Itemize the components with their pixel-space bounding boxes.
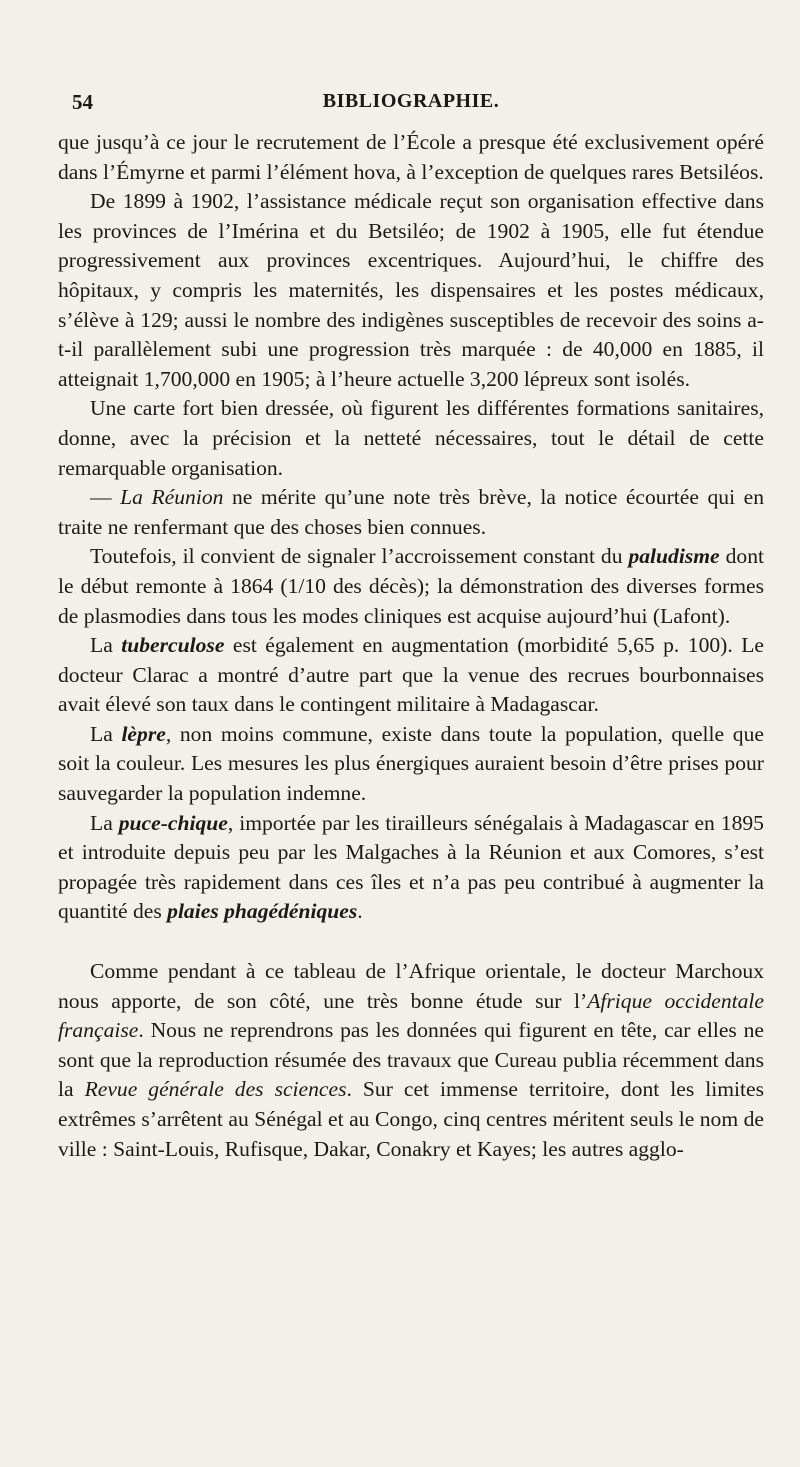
text-run: dont le début remonte à 1864 (1/10 des décès); la démonstration des diverses formes de plasmodies dans tous les modes cliniques est acquise aujourd’hui (Lafont). xyxy=(58,544,764,628)
page-number: 54 xyxy=(72,90,93,114)
paragraph-tuberculose xyxy=(58,631,764,720)
paragraph-assistance-medicale xyxy=(58,187,764,394)
book-page xyxy=(58,84,764,1454)
text-run: est également en augmentation (morbidité 5,65 p. 100). Le docteur Clarac a montré d’autre part que la venue des recrues bourbonnaises avait élevé son taux dans le contingent militaire à Madagascar. xyxy=(58,633,764,717)
italic-term: puce-chique xyxy=(118,810,228,835)
text-run: Comme pendant à ce tableau de l’Afrique orientale, le docteur Marchoux nous apporte, de son côté, une très bonne étude sur l’ xyxy=(58,959,764,1013)
text-run: . Sur cet immense territoire, dont les limites extrêmes s’arrêtent au Sénégal et au Congo, cinq centres méritent seuls le nom de ville : Saint-Louis, Rufisque, Dakar, Conakry et Kayes; les autres agglo- xyxy=(58,1077,764,1161)
text-run: Toutefois, il convient de signaler l’accroissement constant du xyxy=(90,544,629,569)
paragraph-paludisme xyxy=(58,542,764,631)
text-run: que jusqu’à ce jour le recrutement de l’École a presque été exclusivement opéré dans l’Émyrne et parmi l’élément hova, à l’exception de quelques rares Betsiléos. xyxy=(58,130,764,184)
text-run: ne mérite qu’une note très brève, la notice écourtée qui en traite ne renfermant que des choses bien connues. xyxy=(58,485,765,539)
page-header xyxy=(58,84,764,124)
text-run: , non moins commune, existe dans toute la population, quelle que soit la couleur. Les mesures les plus énergiques auraient besoin d’être prises pour sauvegarder la population indemne. xyxy=(58,721,764,806)
paragraph-carte xyxy=(58,394,764,483)
italic-term: Revue générale des sciences xyxy=(84,1077,347,1102)
running-title: BIBLIOGRAPHIE. xyxy=(322,90,500,112)
text-run: La xyxy=(90,810,119,835)
text-run: Une carte fort bien dressée, où figurent les différentes formations sanitaires, donne, avec la précision et la netteté nécessaires, tout le détail de cette remarquable organisation. xyxy=(58,396,764,480)
italic-term: tuberculose xyxy=(121,633,225,658)
paragraph-puce-chique xyxy=(58,809,764,927)
paragraph-lepre xyxy=(58,720,764,809)
paragraph-ecole xyxy=(58,128,764,187)
text-run: . Nous ne reprendrons pas les données qui figurent en tête, car elles ne sont que la reproduction résumée des travaux que Cureau publia récemment dans la xyxy=(58,1018,764,1102)
text-run: , importée par les tirailleurs sénégalais à Madagascar en 1895 et introduite depuis peu par les Malgaches à la Réunion et aux Comores, s’est propagée très rapidement dans ces îles et n’a pas peu contribué à augmenter la quantité des xyxy=(58,810,764,924)
text-run: La xyxy=(90,633,122,658)
italic-term: paludisme xyxy=(628,544,720,569)
italic-term: Afrique occidentale française xyxy=(58,988,765,1043)
paragraph-reunion xyxy=(58,483,764,542)
text-run: . xyxy=(357,899,363,924)
text-run: La xyxy=(90,721,122,746)
paragraph-afrique-occidentale xyxy=(58,957,764,1164)
italic-term: plaies phagédéniques xyxy=(167,899,358,924)
italic-term: lèpre xyxy=(121,721,166,746)
text-run: De 1899 à 1902, l’assistance médicale reçut son organisation effective dans les provinces de l’Imérina et du Betsiléo; de 1902 à 1905, elle fut étendue progressivement aux provinces excentriques. Aujourd’hui, le chiffre des hôpitaux, y compris les maternités, les dispensaires et les postes médicaux, s’élève à 129; aussi le nombre des indigènes susceptibles de recevoir des soins a-t-il parallèlement subi une progression très marquée : de 40,000 en 1885, il atteignait 1,700,000 en 1905; à l’heure actuelle 3,200 lépreux sont isolés. xyxy=(58,189,764,391)
italic-term: La Réunion xyxy=(120,485,224,510)
body-text xyxy=(58,128,764,1164)
text-run: — xyxy=(90,485,121,510)
